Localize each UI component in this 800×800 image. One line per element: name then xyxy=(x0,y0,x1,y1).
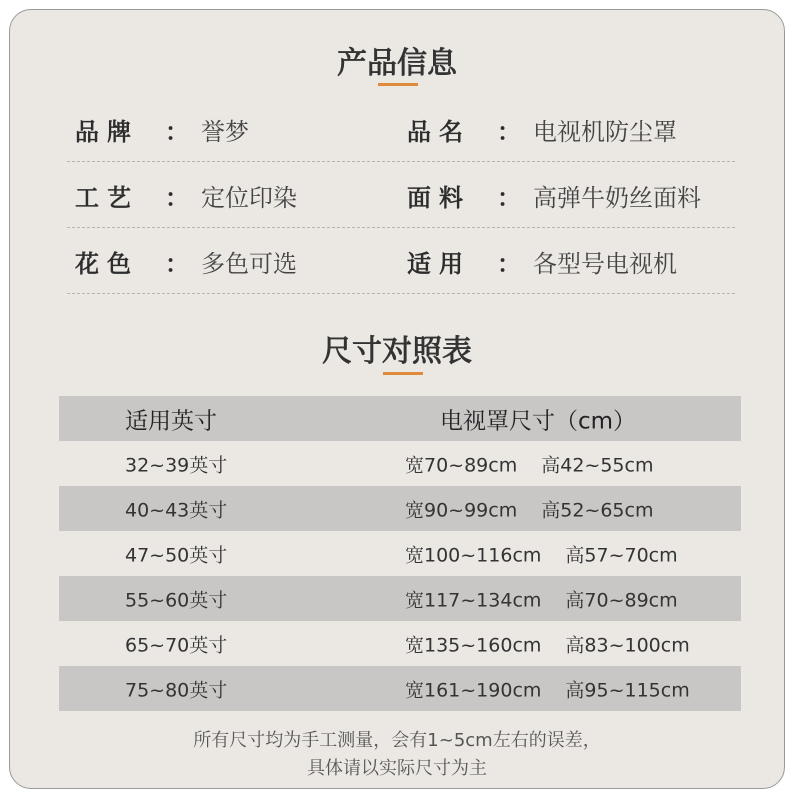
footnote xyxy=(10,727,784,783)
table-cell-height: 高70~89cm xyxy=(565,589,678,611)
table-row xyxy=(59,531,741,576)
info-label-pattern: 花色 xyxy=(75,250,139,278)
info-label-applicable: 适用 xyxy=(407,250,471,278)
info-label-product-name: 品名 xyxy=(407,118,471,146)
table-cell-height: 高83~100cm xyxy=(565,634,690,656)
table-cell-width: 宽135~160cm xyxy=(405,634,542,656)
table-cell-inch: 40~43英寸 xyxy=(125,499,228,521)
table-cell-width: 宽70~89cm xyxy=(405,454,518,476)
table-cell-width: 宽90~99cm xyxy=(405,499,518,521)
table-header-inch: 适用英寸 xyxy=(125,408,217,434)
info-colon: ： xyxy=(497,118,521,146)
table-cell-inch: 75~80英寸 xyxy=(125,679,228,701)
table-cell-width: 宽117~134cm xyxy=(405,589,542,611)
product-info-title-underline xyxy=(378,83,418,86)
product-info-title: 产品信息 xyxy=(337,46,457,81)
table-cell-height: 高95~115cm xyxy=(565,679,690,701)
product-card xyxy=(9,9,785,789)
table-cell-width: 宽100~116cm xyxy=(405,544,542,566)
table-cell-size xyxy=(405,630,690,657)
info-value-craft: 定位印染 xyxy=(201,184,297,212)
table-cell-width: 宽161~190cm xyxy=(405,679,542,701)
info-row xyxy=(67,162,735,228)
table-row xyxy=(59,486,741,531)
table-header-row xyxy=(59,396,741,441)
table-cell-inch: 55~60英寸 xyxy=(125,589,228,611)
table-cell-inch: 65~70英寸 xyxy=(125,634,228,656)
info-value-applicable: 各型号电视机 xyxy=(533,250,677,278)
table-row xyxy=(59,621,741,666)
info-label-craft: 工艺 xyxy=(75,184,139,212)
table-cell-size xyxy=(405,675,690,702)
info-colon: ： xyxy=(165,118,189,146)
info-label-brand: 品牌 xyxy=(75,118,139,146)
table-cell-height: 高42~55cm xyxy=(541,454,654,476)
size-chart-title-underline xyxy=(383,372,423,375)
table-cell-size xyxy=(405,540,678,567)
info-colon: ： xyxy=(497,184,521,212)
info-colon: ： xyxy=(497,250,521,278)
table-cell-size xyxy=(405,585,678,612)
table-row xyxy=(59,576,741,621)
table-cell-height: 高52~65cm xyxy=(541,499,654,521)
table-cell-height: 高57~70cm xyxy=(565,544,678,566)
footnote-line-1: 所有尺寸均为手工测量，会有1~5cm左右的误差， xyxy=(193,730,601,751)
info-colon: ： xyxy=(165,184,189,212)
size-table xyxy=(59,396,741,711)
table-cell-size xyxy=(405,495,653,522)
info-colon: ： xyxy=(165,250,189,278)
info-value-fabric: 高弹牛奶丝面料 xyxy=(533,184,701,212)
table-cell-size xyxy=(405,450,653,477)
info-row xyxy=(67,228,735,294)
info-row xyxy=(67,96,735,162)
table-cell-inch: 32~39英寸 xyxy=(125,454,228,476)
footnote-line-2: 具体请以实际尺寸为主 xyxy=(307,758,487,779)
table-cell-inch: 47~50英寸 xyxy=(125,544,228,566)
info-value-product-name: 电视机防尘罩 xyxy=(533,118,677,146)
table-row xyxy=(59,666,741,711)
table-row xyxy=(59,441,741,486)
info-value-brand: 誉梦 xyxy=(201,118,249,146)
table-header-size: 电视罩尺寸（cm） xyxy=(440,408,637,434)
info-label-fabric: 面料 xyxy=(407,184,471,212)
size-chart-title: 尺寸对照表 xyxy=(322,334,472,369)
info-value-pattern: 多色可选 xyxy=(201,250,297,278)
